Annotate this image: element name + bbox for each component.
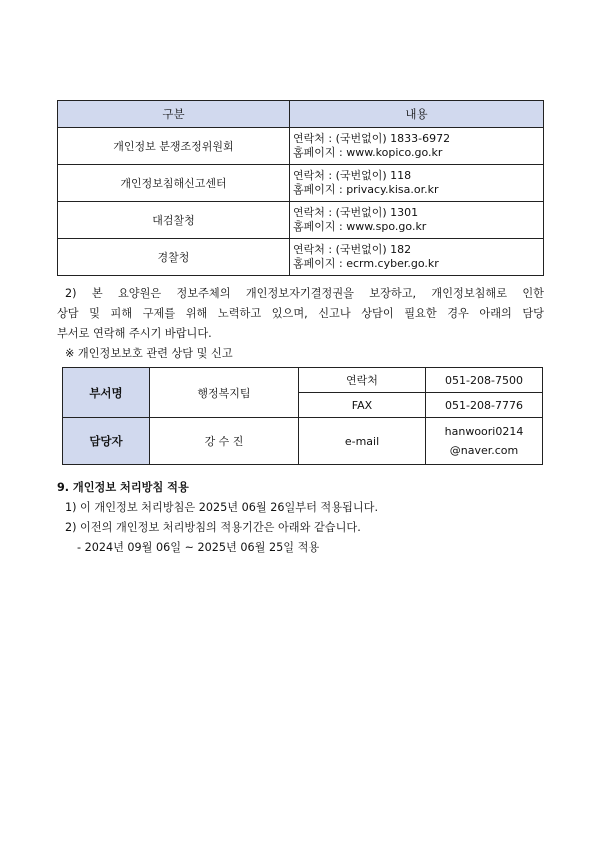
phone-value: 051-208-7500: [426, 368, 543, 393]
email-local-part: hanwoori0214: [444, 425, 524, 438]
section-title: 9. 개인정보 처리방침 적용: [57, 481, 189, 494]
fax-value: 051-208-7776: [426, 393, 543, 418]
email-label: e-mail: [299, 418, 426, 465]
agency-phone: 연락처 : (국번없이) 1833-6972: [293, 132, 451, 145]
agency-phone: 연락처 : (국번없이) 182: [293, 243, 412, 256]
table-row: [58, 128, 544, 165]
paragraph-line: 2) 본 요양원은 정보주체의 개인정보자기결정권을 보장하고, 개인정보침해로 인한: [65, 287, 544, 300]
paragraph-line: 부서로 연락해 주시기 바랍니다.: [57, 327, 212, 340]
paragraph-line: 상담 및 피해 구제를 위해 노력하고 있으며, 신고나 상담이 필요한 경우 아래의 담당: [57, 307, 544, 320]
agency-phone: 연락처 : (국번없이) 118: [293, 169, 412, 182]
table-header-row: [58, 101, 544, 128]
contact-agencies-table: [57, 100, 544, 276]
section-item: 1) 이 개인정보 처리방침은 2025년 06월 26일부터 적용됩니다.: [65, 501, 379, 514]
agency-info: [290, 128, 544, 165]
table-row: [58, 165, 544, 202]
header-content: 내용: [290, 101, 544, 128]
reference-note: ※ 개인정보보호 관련 상담 및 신고: [65, 347, 233, 360]
agency-homepage: 홈페이지 : www.spo.go.kr: [293, 220, 427, 233]
agency-homepage: 홈페이지 : privacy.kisa.or.kr: [293, 183, 439, 196]
table-row: [58, 239, 544, 276]
agency-name: 개인정보 분쟁조정위원회: [58, 128, 290, 165]
agency-homepage: 홈페이지 : www.kopico.go.kr: [293, 146, 443, 159]
section-item: 2) 이전의 개인정보 처리방침의 적용기간은 아래와 같습니다.: [65, 521, 361, 534]
email-value: [426, 418, 543, 465]
phone-label: 연락처: [299, 368, 426, 393]
department-contact-table: [62, 367, 543, 465]
counseling-paragraph: [57, 284, 544, 364]
dept-value: 행정복지팀: [150, 368, 299, 418]
section-subitem: - 2024년 09월 06일 ~ 2025년 06월 25일 적용: [77, 541, 320, 554]
dept-label: 부서명: [63, 368, 150, 418]
table-row: [58, 202, 544, 239]
agency-name: 대검찰청: [58, 202, 290, 239]
agency-name: 개인정보침해신고센터: [58, 165, 290, 202]
person-value: 강 수 진: [150, 418, 299, 465]
person-label: 담당자: [63, 418, 150, 465]
agency-info: [290, 202, 544, 239]
section-9: [57, 478, 544, 558]
agency-info: [290, 239, 544, 276]
agency-name: 경찰청: [58, 239, 290, 276]
agency-phone: 연락처 : (국번없이) 1301: [293, 206, 419, 219]
agency-info: [290, 165, 544, 202]
agency-homepage: 홈페이지 : ecrm.cyber.go.kr: [293, 257, 439, 270]
header-category: 구분: [58, 101, 290, 128]
fax-label: FAX: [299, 393, 426, 418]
email-domain: @naver.com: [449, 444, 519, 457]
